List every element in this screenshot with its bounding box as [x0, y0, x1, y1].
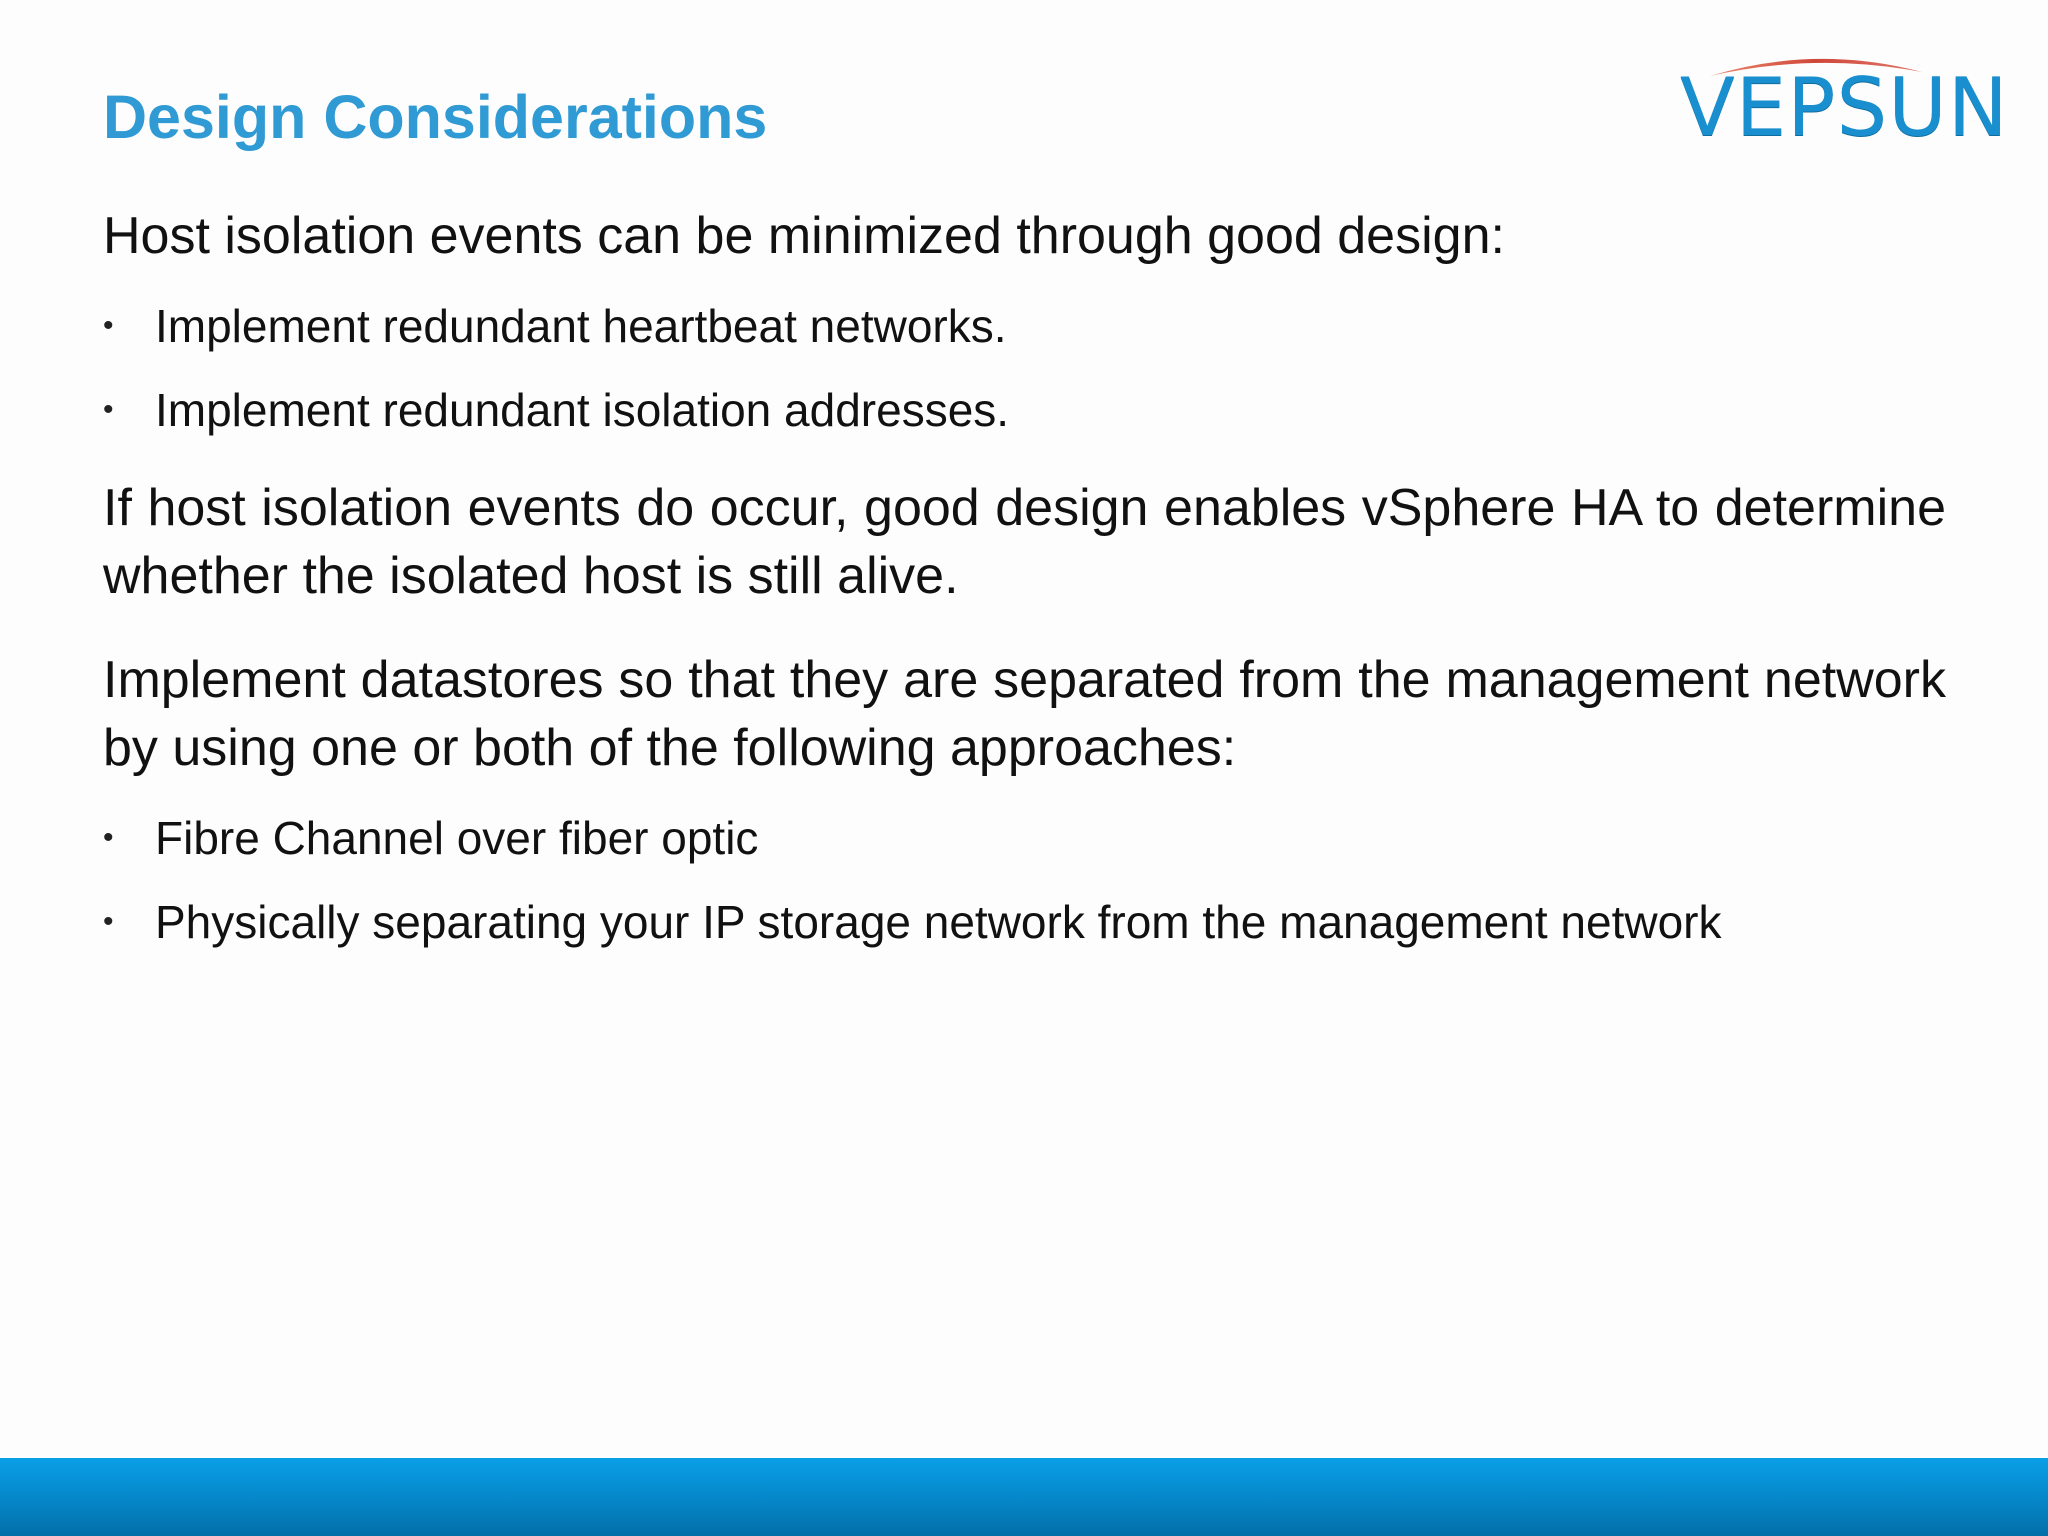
- approach-bullet-list: [103, 810, 1946, 950]
- list-item: [103, 894, 1946, 950]
- intro-paragraph: Host isolation events can be minimized through good design:: [103, 207, 1505, 265]
- vepsun-logo: [1670, 46, 2009, 154]
- list-item: [103, 298, 1946, 354]
- footer-bar: [0, 1458, 2048, 1536]
- bullet-text: Implement redundant heartbeat networks.: [155, 300, 1007, 352]
- design-bullet-list: [103, 298, 1946, 438]
- datastore-paragraph: Implement datastores so that they are separated from the management network by using one or both of the following approaches:: [103, 651, 1946, 777]
- isolation-paragraph: If host isolation events do occur, good design enables vSphere HA to determine whether the isolated host is still alive.: [103, 479, 1946, 605]
- slide-body: [103, 202, 1946, 950]
- logo-text: VEPSUN: [1680, 61, 2009, 154]
- list-item: [103, 382, 1946, 438]
- bullet-icon: •: [103, 309, 114, 342]
- bullet-text: Implement redundant isolation addresses.: [155, 384, 1010, 436]
- bullet-icon: •: [103, 821, 114, 854]
- slide-title: Design Considerations: [103, 83, 768, 151]
- bullet-text: Physically separating your IP storage network from the management network: [155, 896, 1722, 948]
- bullet-icon: •: [103, 393, 114, 426]
- bullet-icon: •: [103, 905, 114, 938]
- bullet-text: Fibre Channel over fiber optic: [155, 812, 759, 864]
- list-item: [103, 810, 1946, 866]
